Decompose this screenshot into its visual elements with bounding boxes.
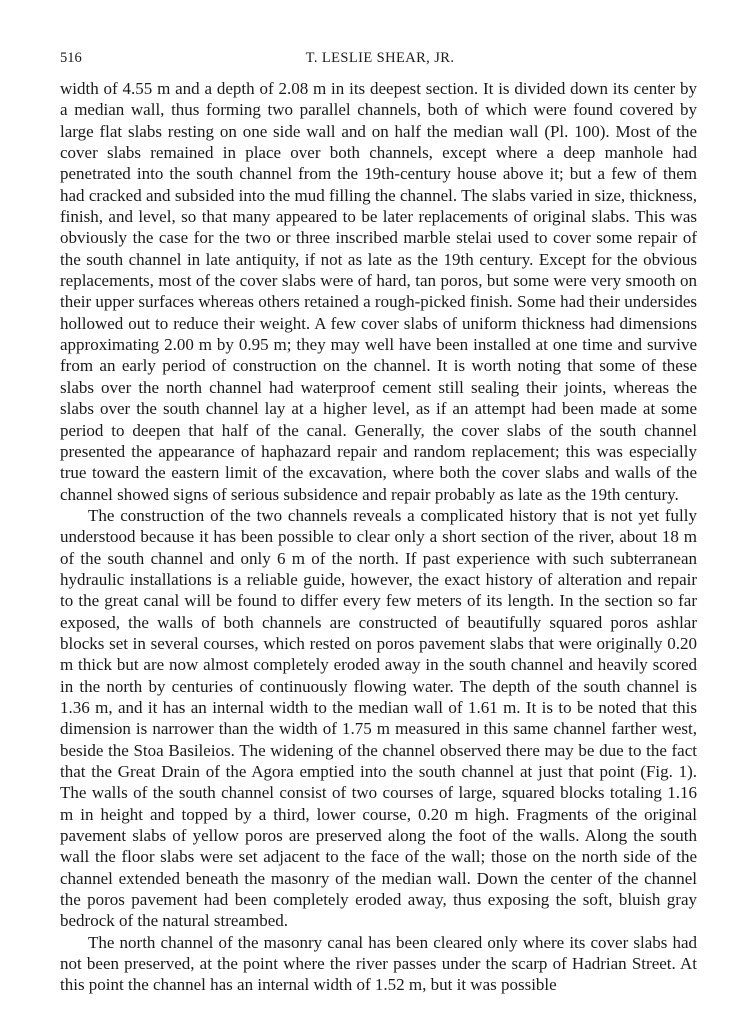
body-text [60,78,697,996]
running-head-author: T. LESLIE SHEAR, JR. [305,50,455,66]
paragraph: The construction of the two channels reveals a complicated history that is not yet fully understood because it has been possible to clear only a short section of the river, about 18 m of the south channel and only 6 m of the north. If past experience with such subterranean hydraulic installations is a reliable guide, however, the exact history of alteration and repair to the great canal will be found to differ every few meters of its length. In the section so far exposed, the walls of both channels are constructed of beautifully squared poros ashlar blocks set in several courses, which rested on poros pavement slabs that were originally 0.20 m thick but are now almost completely eroded away in the south channel and heavily scored in the north by centuries of continuously flowing water. The depth of the south channel is 1.36 m, and it has an internal width to the median wall of 1.61 m. It is to be noted that this dimension is narrower than the width of 1.75 m measured in this same channel farther west, beside the Stoa Basileios. The widening of the channel observed there may be due to the fact that the Great Drain of the Agora emptied into the south channel at just that point (Fig. 1). The walls of the south channel consist of two courses of large, squared blocks totaling 1.16 m in height and topped by a third, lower course, 0.20 m high. Fragments of the original pavement slabs of yellow poros are preserved along the foot of the walls. Along the south wall the floor slabs were set adjacent to the face of the wall; those on the north side of the channel extended beneath the masonry of the median wall. Down the center of the channel the poros pavement had been completely eroded away, thus exposing the soft, bluish gray bedrock of the natural streambed. [60,505,697,931]
running-head [60,50,700,72]
paragraph-continued: width of 4.55 m and a depth of 2.08 m in its deepest section. It is divided down its center by a median wall, thus forming two parallel channels, both of which were found covered by large flat slabs resting on one side wall and on half the median wall (Pl. 100). Most of the cover slabs remained in place over both channels, except where a deep manhole had penetrated into the south channel from the 19th-century house above it; but a few of them had cracked and subsided into the mud filling the channel. The slabs varied in size, thickness, finish, and level, so that many appeared to be later replacements of original slabs. This was obviously the case for the two or three inscribed marble stelai used to cover some repair of the south channel in late antiquity, if not as late as the 19th century. Except for the obvious replacements, most of the cover slabs were of hard, tan poros, but some were very smooth on their upper surfaces whereas others retained a rough-picked finish. Some had their undersides hollowed out to reduce their weight. A few cover slabs of uniform thickness had dimensions approximating 2.00 m by 0.95 m; they may well have been installed at one time and survive from an early period of construction on the channel. It is worth noting that some of these slabs over the north channel had waterproof cement still sealing their joints, whereas the slabs over the south channel lay at a higher level, as if an attempt had been made at some period to deepen that half of the canal. Generally, the cover slabs of the south channel presented the appearance of haphazard repair and random replacement; this was especially true toward the eastern limit of the excavation, where both the cover slabs and walls of the channel showed signs of serious subsidence and repair probably as late as the 19th century. [60,79,697,504]
paragraph: The north channel of the masonry canal has been cleared only where its cover slabs had not been preserved, at the point where the river passes under the scarp of Hadrian Street. At this point the channel has an internal width of 1.52 m, but it was possible [60,932,697,995]
page-number: 516 [60,50,82,66]
